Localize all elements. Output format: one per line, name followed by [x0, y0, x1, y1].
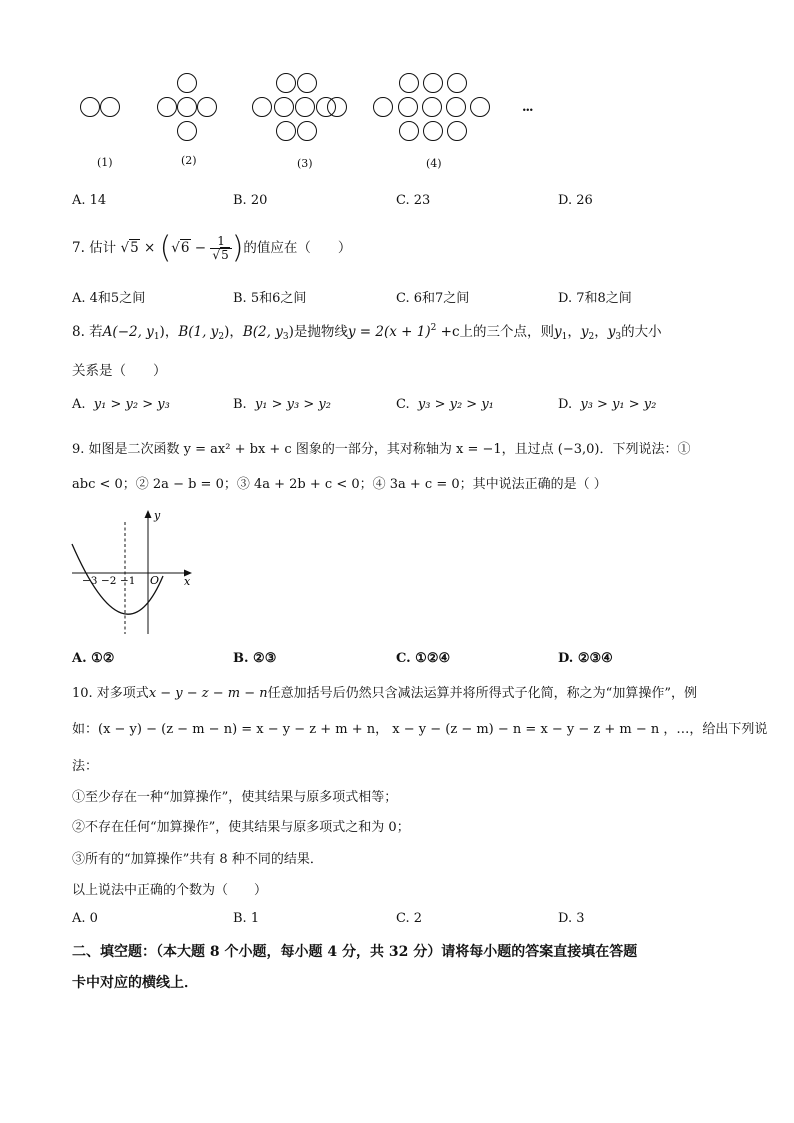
q7-sqrt5: 5 [130, 240, 139, 256]
q9-option-d[interactable]: D. ②③④ [558, 651, 613, 666]
q9-stem-line2: abc < 0；② 2a − b = 0；③ 4a + 2b + c < 0；④ 3a + c = 0；其中说法正确的是（ ） [72, 477, 607, 492]
pattern-circle [81, 98, 100, 117]
q7-option-b[interactable]: B. 5和6之间 [233, 291, 307, 306]
q7-times: × [143, 240, 156, 256]
q10-options [72, 911, 732, 931]
q8-stem-line1: 8. 若A(−2, $y_1$)，B(1, $y_2$)，B(2, $y_3$)是抛物线$y = 2(x + 1)^2 +c$上的三个点，则$y_1$，$y_2$，$y_3$的大小 [72, 323, 662, 342]
q7-fraction: $\frac{1}{√5}$ [210, 235, 231, 262]
q10-stem-line3: 法： [72, 759, 99, 774]
q9-parabola-graph [68, 506, 198, 638]
pattern-circle [317, 98, 336, 117]
pattern-circle [253, 98, 272, 117]
q7-tail: 的值应在（ ） [243, 240, 352, 256]
q6-options [72, 193, 732, 213]
q8-option-c[interactable]: C. y₃ > y₂ > y₁ [396, 397, 494, 412]
q7-option-c[interactable]: C. 6和7之间 [396, 291, 470, 306]
pattern-circle [298, 122, 317, 141]
pattern-circle [298, 74, 317, 93]
pattern-circle [471, 98, 490, 117]
y-axis-label: y [154, 509, 161, 522]
q10-option-d[interactable]: D. 3 [558, 911, 585, 926]
q10-statement-2: ②不存在任何“加算操作”，使其结果与原多项式之和为 0； [72, 820, 410, 835]
q10-option-a[interactable]: A. 0 [72, 911, 98, 926]
q8-option-b[interactable]: B. y₁ > y₃ > y₂ [233, 397, 331, 412]
pattern-circle [400, 122, 419, 141]
q10-option-c[interactable]: C. 2 [396, 911, 423, 926]
pattern-circle [374, 98, 393, 117]
pattern-label-1: (1) [97, 156, 113, 169]
section2-heading-line1: 二、填空题：（本大题 8 个小题，每小题 4 分，共 32 分）请将每小题的答案直接填在答题 [72, 944, 638, 960]
q9-option-b[interactable]: B. ②③ [233, 651, 277, 666]
q9-stem-line1: 9. 如图是二次函数 y = ax² + bx + c 图象的一部分，其对称轴为 x = −1，且过点 (−3,0)．下列说法：① [72, 442, 691, 457]
q10-statement-3: ③所有的“加算操作”共有 8 种不同的结果． [72, 852, 323, 867]
q7-number: 7. 估计 [72, 240, 117, 256]
pattern-circle [424, 122, 443, 141]
q7-sqrt6: 6 [180, 240, 190, 256]
pattern-circle [400, 74, 419, 93]
pattern-circle [178, 74, 197, 93]
y-axis-arrow [145, 510, 152, 518]
q8-options [72, 397, 732, 417]
pattern-circle [448, 74, 467, 93]
pattern-circle [158, 98, 177, 117]
q8-stem-line2: 关系是（ ） [72, 363, 167, 379]
pattern-circle [448, 122, 467, 141]
pattern-label-3: (3) [297, 157, 313, 170]
q9-option-a[interactable]: A. ①② [72, 651, 115, 666]
q7-options [72, 287, 732, 307]
q9-option-c[interactable]: C. ①②④ [396, 651, 451, 666]
tick-label-minus3: −3 [82, 575, 98, 587]
q9-options [72, 651, 732, 671]
pattern-circle [178, 122, 197, 141]
origin-label: O [150, 574, 160, 587]
q7-minus: − [194, 240, 207, 256]
q8-option-a[interactable]: A. y₁ > y₂ > y₃ [72, 397, 170, 412]
pattern-circle [277, 122, 296, 141]
q7-option-d[interactable]: D. 7和8之间 [558, 291, 632, 306]
x-axis-label: x [184, 575, 191, 588]
pattern-circle [423, 98, 442, 117]
q10-question: 以上说法中正确的个数为（ ） [72, 883, 268, 898]
pattern-circle [424, 74, 443, 93]
pattern-ellipsis: ... [522, 100, 533, 115]
q6-option-a[interactable]: A. 14 [72, 193, 107, 208]
tick-label-minus1: −1 [120, 575, 136, 587]
q10-stem-line1: 10. 对多项式x − y − z − m − n任意加括号后仍然只含减法运算并将所得式子化简，称之为“加算操作”，例 [72, 686, 697, 701]
pattern-circle [447, 98, 466, 117]
q10-stem-line2: 如：(x − y) − (z − m − n) = x − y − z + m + n， x − y − (z − m) − n = x − y − z + m − n ，…，给出下列说 [72, 722, 768, 737]
q6-option-d[interactable]: D. 26 [558, 193, 593, 208]
pattern-label-2: (2) [181, 154, 197, 167]
section2-heading-line2: 卡中对应的横线上． [72, 975, 198, 991]
q8-option-d[interactable]: D. y₃ > y₁ > y₂ [558, 397, 657, 412]
pattern-circle [198, 98, 217, 117]
pattern-circle [101, 98, 120, 117]
q6-option-c[interactable]: C. 23 [396, 193, 431, 208]
pattern-circle [399, 98, 418, 117]
pattern-circle [296, 98, 315, 117]
pattern-circle [178, 98, 197, 117]
pattern-circle [275, 98, 294, 117]
q7-option-a[interactable]: A. 4和5之间 [72, 291, 146, 306]
q7-stem: 7. 估计 √5 × (√6 − $\frac{1}{√5}$ )的值应在（ ） [72, 230, 352, 266]
pattern-circle [328, 98, 347, 117]
pattern-label-4: (4) [426, 157, 442, 170]
circle-pattern-figure [70, 66, 560, 146]
tick-label-minus2: −2 [101, 575, 117, 587]
pattern-circle [277, 74, 296, 93]
q10-option-b[interactable]: B. 1 [233, 911, 260, 926]
q10-statement-1: ①至少存在一种“加算操作”，使其结果与原多项式相等； [72, 790, 398, 805]
q6-option-b[interactable]: B. 20 [233, 193, 268, 208]
